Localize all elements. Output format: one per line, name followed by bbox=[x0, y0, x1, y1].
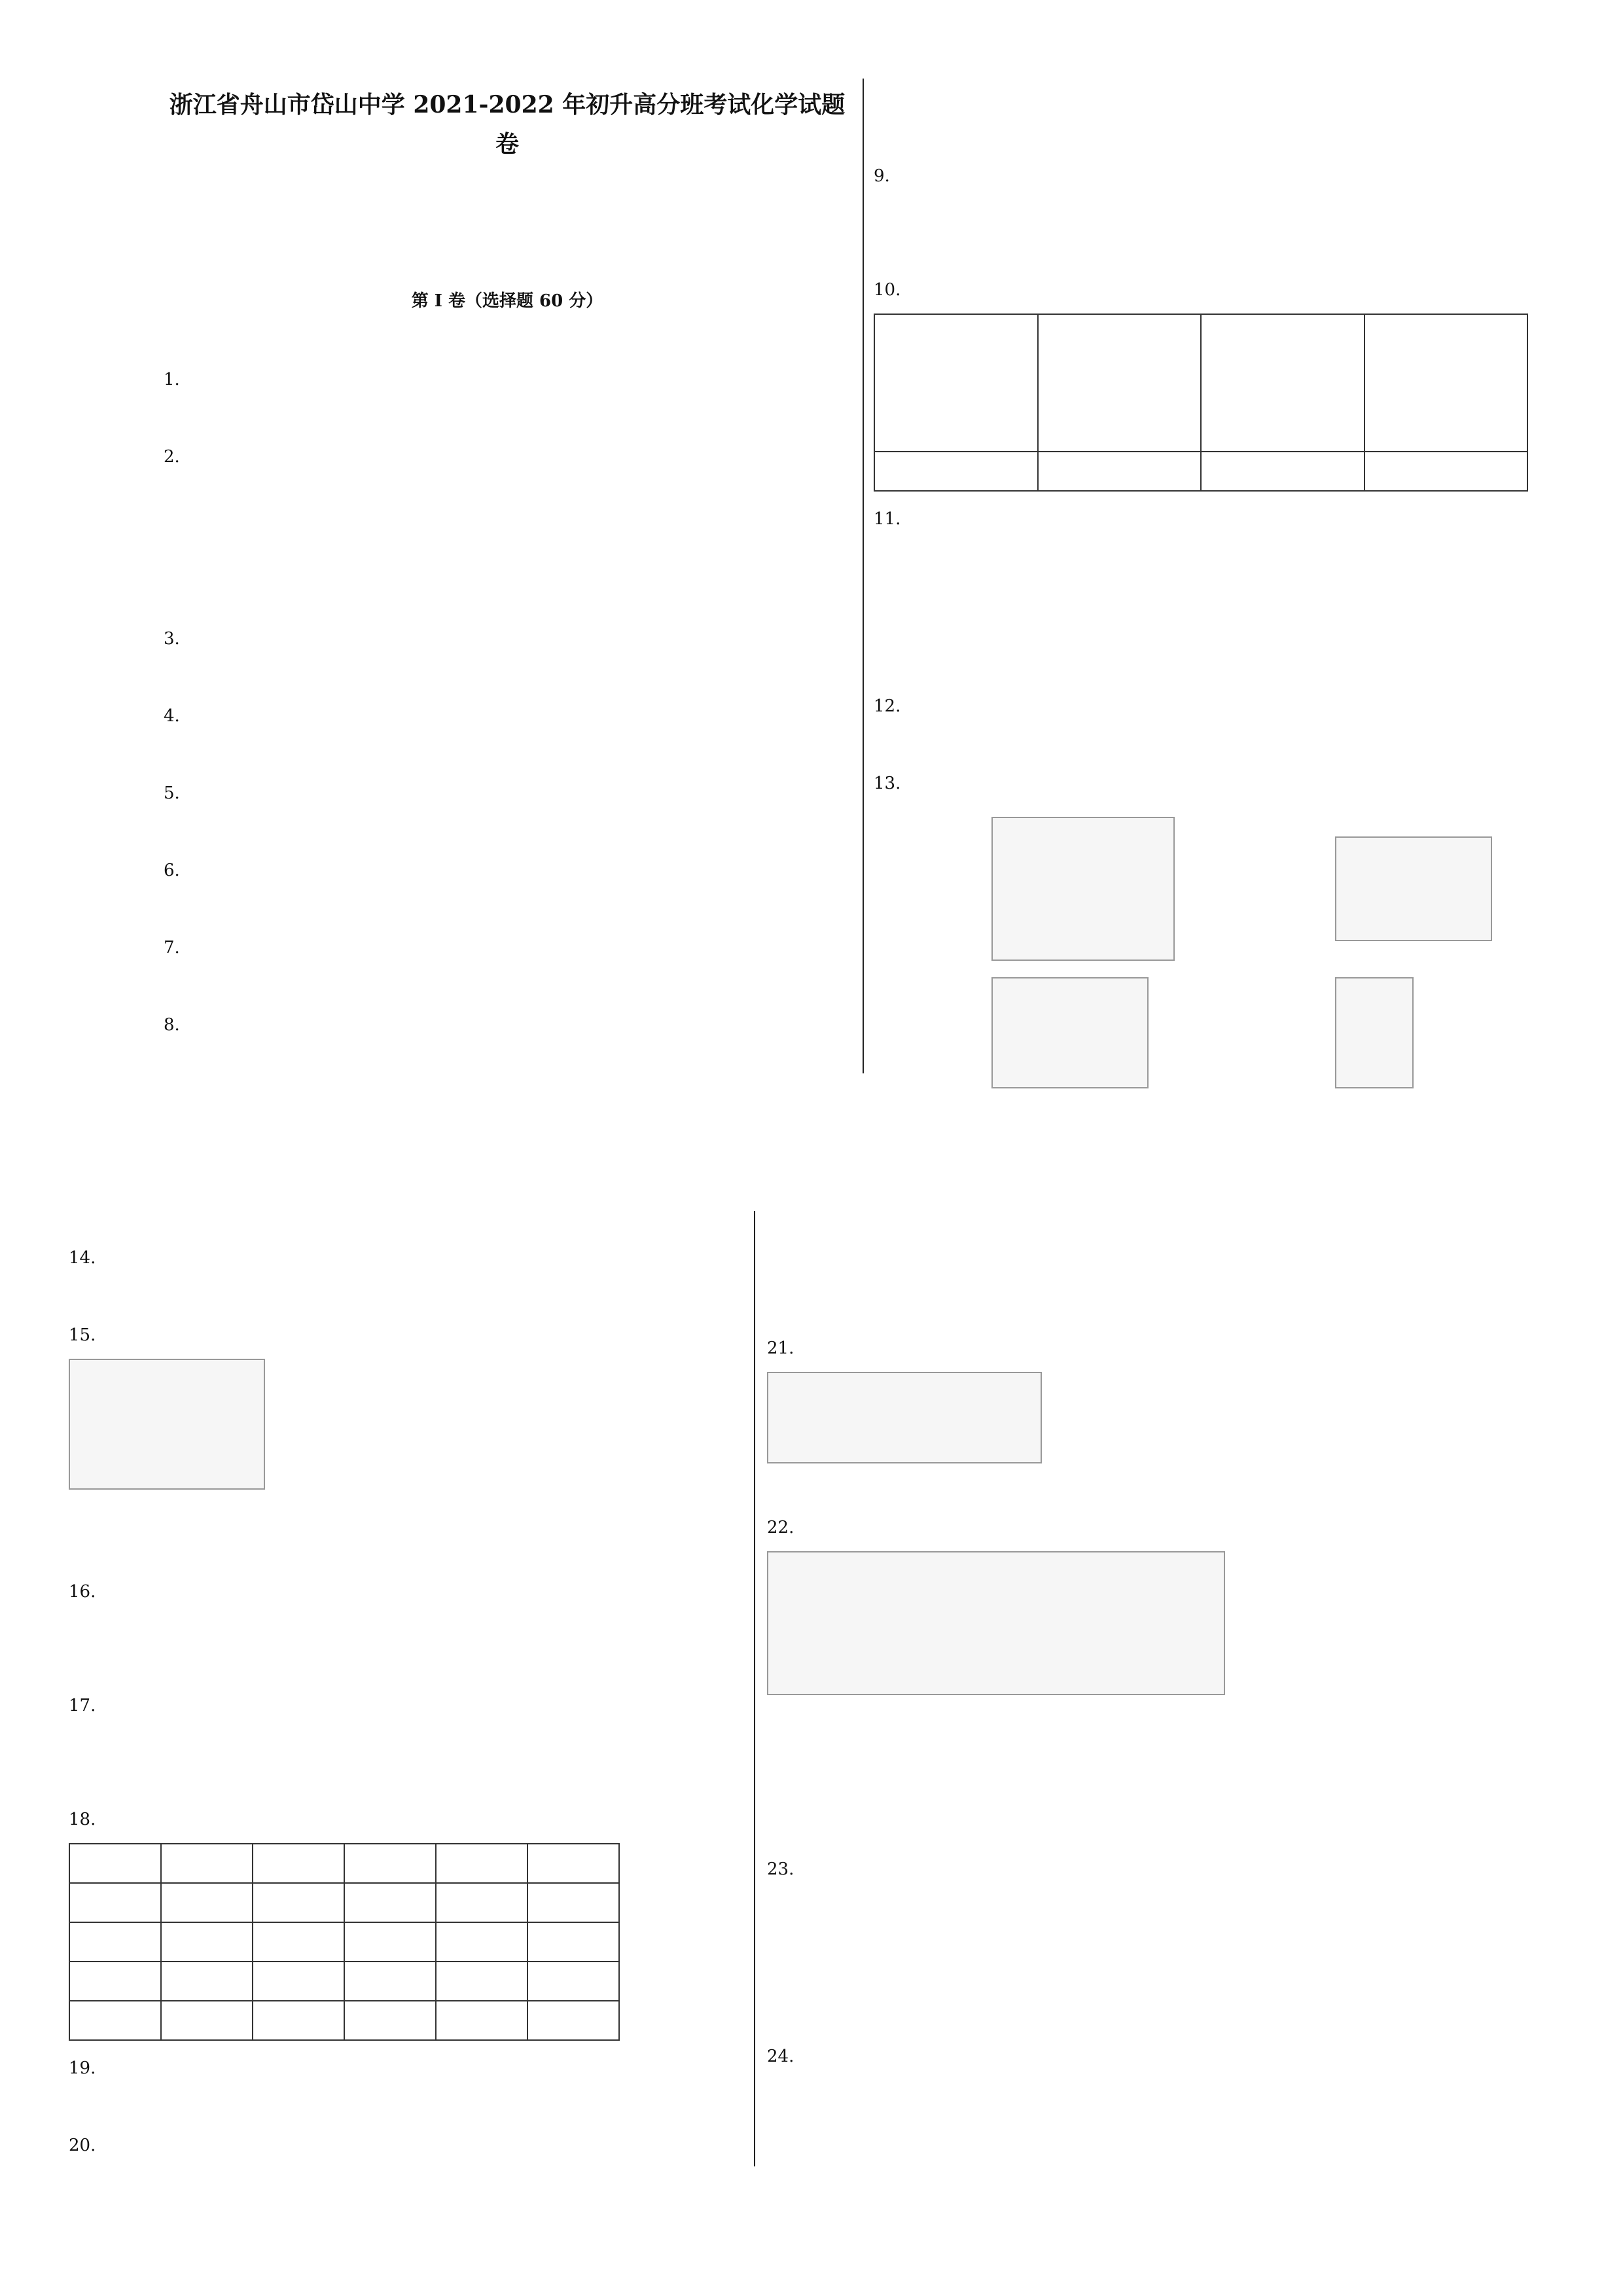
question-options bbox=[767, 1295, 1552, 1321]
option-b bbox=[336, 480, 508, 611]
option-b bbox=[238, 1500, 406, 1526]
question bbox=[69, 1693, 743, 1719]
apparatus-figure bbox=[1364, 314, 1528, 452]
table-cell bbox=[1201, 452, 1364, 491]
question-options bbox=[874, 200, 1561, 226]
question-number: 12. bbox=[874, 696, 901, 716]
question bbox=[874, 506, 1561, 532]
question-options bbox=[164, 662, 851, 689]
apparatus-figure bbox=[1335, 977, 1414, 1088]
question bbox=[767, 2043, 1552, 2070]
question bbox=[164, 780, 851, 806]
table-cell bbox=[344, 1844, 436, 1883]
option-c bbox=[406, 2092, 575, 2118]
question bbox=[164, 935, 851, 961]
option-b bbox=[336, 817, 508, 843]
option-a bbox=[69, 2092, 238, 2118]
option-d bbox=[1217, 236, 1561, 262]
question-number: 6. bbox=[164, 861, 180, 880]
option-d bbox=[1356, 1474, 1552, 1500]
question-options bbox=[164, 403, 851, 429]
table-cell bbox=[161, 1844, 253, 1883]
table-cell bbox=[344, 2001, 436, 2040]
question-options bbox=[69, 1729, 743, 1755]
table-cell bbox=[344, 1922, 436, 1962]
question-options bbox=[767, 1258, 1552, 1284]
option-c bbox=[406, 1500, 575, 1526]
table-cell bbox=[253, 1962, 344, 2001]
option-d bbox=[679, 662, 851, 689]
option-d bbox=[767, 1816, 1552, 1842]
table-cell bbox=[436, 1962, 527, 2001]
table-cell bbox=[436, 2001, 527, 2040]
section-1-title: 第 I 卷（选择题 60 分） bbox=[411, 291, 603, 311]
question bbox=[164, 1012, 851, 1038]
question bbox=[874, 770, 1561, 797]
question bbox=[767, 1515, 1552, 1541]
question-options bbox=[874, 86, 1561, 112]
question-options bbox=[69, 1615, 743, 1641]
option-a bbox=[874, 543, 1561, 569]
table-cell bbox=[161, 2001, 253, 2040]
question-options bbox=[164, 480, 851, 611]
option-c bbox=[406, 1282, 575, 1308]
table-cell bbox=[436, 1844, 527, 1883]
option-a bbox=[164, 403, 336, 429]
question-options bbox=[164, 740, 851, 766]
question-options bbox=[69, 2169, 743, 2195]
option-c bbox=[507, 971, 679, 997]
question-options bbox=[69, 1766, 743, 1792]
option-a bbox=[767, 1893, 1552, 1919]
option-b bbox=[336, 740, 508, 766]
table-cell bbox=[161, 1922, 253, 1962]
option-b bbox=[406, 1729, 743, 1755]
question bbox=[874, 693, 1561, 719]
question-number: 22. bbox=[767, 1518, 794, 1537]
table-cell bbox=[69, 1883, 161, 1922]
question bbox=[874, 277, 1561, 303]
question-options bbox=[767, 1966, 1552, 1992]
question-number: 14. bbox=[69, 1248, 96, 1268]
question-number: 7. bbox=[164, 938, 180, 958]
question-options bbox=[874, 653, 1561, 679]
question-number: 19. bbox=[69, 2058, 96, 2078]
table-cell bbox=[161, 1962, 253, 2001]
process-flow-diagram bbox=[767, 1551, 1225, 1695]
table-row bbox=[69, 1962, 619, 2001]
option-a bbox=[69, 1500, 238, 1526]
table-cell bbox=[344, 1883, 436, 1922]
table-row bbox=[69, 1922, 619, 1962]
question-number: 9. bbox=[874, 166, 890, 186]
question bbox=[164, 444, 851, 470]
question-options bbox=[767, 1742, 1552, 1768]
apparatus-figure bbox=[991, 817, 1175, 961]
question-options bbox=[164, 817, 851, 843]
option-d bbox=[679, 971, 851, 997]
question bbox=[69, 2132, 743, 2159]
option-d bbox=[767, 1295, 1552, 1321]
table-row bbox=[69, 2001, 619, 2040]
option-c bbox=[1160, 1474, 1356, 1500]
bottom-left-panel bbox=[69, 1230, 743, 2195]
option-d bbox=[767, 2003, 1552, 2029]
table-cell bbox=[436, 1922, 527, 1962]
table-cell bbox=[527, 1922, 619, 1962]
option-c bbox=[69, 1766, 406, 1792]
table-row bbox=[69, 1883, 619, 1922]
table-cell bbox=[69, 1962, 161, 2001]
q10-apparatus-table bbox=[874, 314, 1528, 492]
bottom-right-panel bbox=[767, 1211, 1552, 2070]
option-a bbox=[874, 730, 1046, 756]
note-line bbox=[164, 254, 851, 276]
option-b bbox=[767, 1221, 1552, 1247]
option-d bbox=[874, 653, 1561, 679]
table-cell bbox=[1038, 452, 1202, 491]
question-number: 2. bbox=[164, 447, 180, 467]
apparatus-figure bbox=[874, 314, 1038, 452]
option-b bbox=[336, 662, 508, 689]
question bbox=[69, 1579, 743, 1605]
question bbox=[164, 703, 851, 729]
question-options bbox=[874, 543, 1561, 569]
option-d bbox=[1217, 122, 1561, 149]
note-line bbox=[164, 226, 851, 249]
question-number: 10. bbox=[874, 280, 901, 300]
question-options bbox=[767, 1706, 1552, 1732]
apparatus-figure bbox=[1201, 314, 1364, 452]
option-d bbox=[575, 2092, 743, 2118]
table-cell bbox=[527, 2001, 619, 2040]
question bbox=[767, 1335, 1552, 1361]
option-d bbox=[679, 817, 851, 843]
question-options bbox=[767, 1474, 1552, 1500]
table-cell bbox=[527, 1962, 619, 2001]
option-c bbox=[507, 403, 679, 429]
option-a bbox=[874, 200, 1217, 226]
option-c bbox=[767, 1966, 1552, 1992]
question-number: 16. bbox=[69, 1582, 96, 1602]
question-options bbox=[874, 122, 1561, 149]
option-d bbox=[406, 1766, 743, 1792]
question-options bbox=[874, 579, 1561, 605]
option-c bbox=[507, 740, 679, 766]
option-d bbox=[1389, 730, 1561, 756]
option-a bbox=[164, 817, 336, 843]
question-options bbox=[874, 236, 1561, 262]
question-options bbox=[874, 730, 1561, 756]
option-b bbox=[336, 971, 508, 997]
column-divider-bottom bbox=[754, 1211, 755, 2166]
option-b bbox=[336, 894, 508, 920]
question-number: 21. bbox=[767, 1338, 794, 1358]
question-options bbox=[767, 1893, 1552, 1919]
question-options bbox=[767, 1816, 1552, 1842]
table-cell bbox=[436, 1883, 527, 1922]
option-d bbox=[679, 403, 851, 429]
option-d bbox=[679, 894, 851, 920]
top-left-panel bbox=[164, 85, 851, 1038]
table-cell bbox=[253, 1844, 344, 1883]
option-a bbox=[164, 971, 336, 997]
option-c bbox=[507, 817, 679, 843]
question bbox=[69, 1322, 743, 1348]
table-cell bbox=[1364, 452, 1528, 491]
apparatus-figure bbox=[991, 977, 1149, 1088]
option-b bbox=[767, 1929, 1552, 1956]
option-c bbox=[69, 1652, 406, 1678]
question bbox=[69, 1245, 743, 1271]
table-cell bbox=[344, 1962, 436, 2001]
option-b bbox=[1217, 86, 1561, 112]
question bbox=[164, 626, 851, 652]
table-cell bbox=[161, 1883, 253, 1922]
option-d bbox=[575, 1282, 743, 1308]
question-number: 11. bbox=[874, 509, 901, 529]
question-options bbox=[69, 1652, 743, 1678]
option-d bbox=[406, 1652, 743, 1678]
question-number: 15. bbox=[69, 1325, 96, 1345]
option-b bbox=[238, 1282, 406, 1308]
apparatus-figure bbox=[1335, 836, 1492, 941]
q13-option-b bbox=[1217, 807, 1561, 971]
option-b bbox=[238, 2092, 406, 2118]
option-c bbox=[874, 236, 1217, 262]
option-d bbox=[575, 1500, 743, 1526]
option-b bbox=[874, 579, 1561, 605]
question-number: 1. bbox=[164, 370, 180, 389]
question-options bbox=[164, 971, 851, 997]
table-cell bbox=[69, 2001, 161, 2040]
option-a bbox=[767, 1474, 963, 1500]
option-c bbox=[874, 616, 1561, 642]
question-number: 24. bbox=[767, 2047, 794, 2066]
option-c bbox=[507, 480, 679, 611]
q13-option-d bbox=[1217, 971, 1561, 1095]
option-b bbox=[336, 403, 508, 429]
table-cell bbox=[253, 1922, 344, 1962]
option-a bbox=[69, 1282, 238, 1308]
question bbox=[69, 1806, 743, 1833]
option-a bbox=[69, 2169, 743, 2195]
question bbox=[874, 163, 1561, 189]
option-c bbox=[767, 1258, 1552, 1284]
question bbox=[164, 367, 851, 393]
table-row bbox=[69, 1844, 619, 1883]
question-options bbox=[874, 616, 1561, 642]
option-a bbox=[69, 1729, 406, 1755]
question-number: 8. bbox=[164, 1015, 180, 1035]
column-divider-top bbox=[863, 79, 864, 1073]
option-d bbox=[679, 740, 851, 766]
option-b bbox=[1217, 200, 1561, 226]
question-options bbox=[164, 894, 851, 920]
apparatus-figure bbox=[69, 1359, 265, 1490]
table-cell bbox=[527, 1844, 619, 1883]
option-a bbox=[767, 1706, 1552, 1732]
question-options bbox=[767, 2003, 1552, 2029]
question-options bbox=[69, 1500, 743, 1526]
option-a bbox=[164, 894, 336, 920]
apparatus-figure bbox=[1038, 314, 1202, 452]
option-a bbox=[69, 1615, 406, 1641]
question-number: 3. bbox=[164, 629, 180, 649]
question-options bbox=[767, 1779, 1552, 1805]
option-c bbox=[767, 1779, 1552, 1805]
question-number: 20. bbox=[69, 2136, 96, 2155]
q13-option-c bbox=[874, 971, 1217, 1095]
q18-classification-table bbox=[69, 1843, 620, 2041]
question-number: 4. bbox=[164, 706, 180, 726]
option-b bbox=[767, 1742, 1552, 1768]
option-a bbox=[164, 662, 336, 689]
option-c bbox=[507, 894, 679, 920]
question-number: 18. bbox=[69, 1810, 96, 1829]
question-options bbox=[767, 1221, 1552, 1247]
section-2-instruction bbox=[69, 1538, 743, 1564]
question-options bbox=[69, 2092, 743, 2118]
option-c bbox=[507, 662, 679, 689]
conversion-diagram bbox=[767, 1372, 1042, 1463]
table-cell bbox=[253, 1883, 344, 1922]
question bbox=[69, 2055, 743, 2081]
question bbox=[767, 1856, 1552, 1882]
section-1-instruction bbox=[164, 326, 851, 352]
q13-figures bbox=[874, 807, 1561, 1095]
question bbox=[164, 857, 851, 884]
question-options bbox=[69, 1282, 743, 1308]
question-number: 17. bbox=[69, 1696, 96, 1715]
option-c bbox=[1217, 730, 1389, 756]
table-cell bbox=[874, 452, 1038, 491]
question-options bbox=[767, 1929, 1552, 1956]
table-cell bbox=[527, 1883, 619, 1922]
question-number: 23. bbox=[767, 1859, 794, 1879]
note-line bbox=[164, 171, 851, 194]
option-a bbox=[164, 740, 336, 766]
exam-notes bbox=[164, 144, 851, 276]
page-title: 浙江省舟山市岱山中学 2021-2022 年初升高分班考试化学试题卷 bbox=[169, 91, 846, 158]
top-right-panel bbox=[874, 75, 1561, 1095]
table-cell bbox=[69, 1844, 161, 1883]
option-a bbox=[164, 480, 336, 611]
option-a bbox=[874, 86, 1217, 112]
option-c bbox=[874, 122, 1217, 149]
question-number: 5. bbox=[164, 783, 180, 803]
q13-option-a bbox=[874, 807, 1217, 971]
option-b bbox=[963, 1474, 1160, 1500]
option-b bbox=[1046, 730, 1218, 756]
option-b bbox=[406, 1615, 743, 1641]
table-cell bbox=[69, 1922, 161, 1962]
table-cell bbox=[253, 2001, 344, 2040]
option-d bbox=[679, 480, 851, 611]
question-number: 13. bbox=[874, 774, 901, 793]
note-line bbox=[164, 199, 851, 221]
